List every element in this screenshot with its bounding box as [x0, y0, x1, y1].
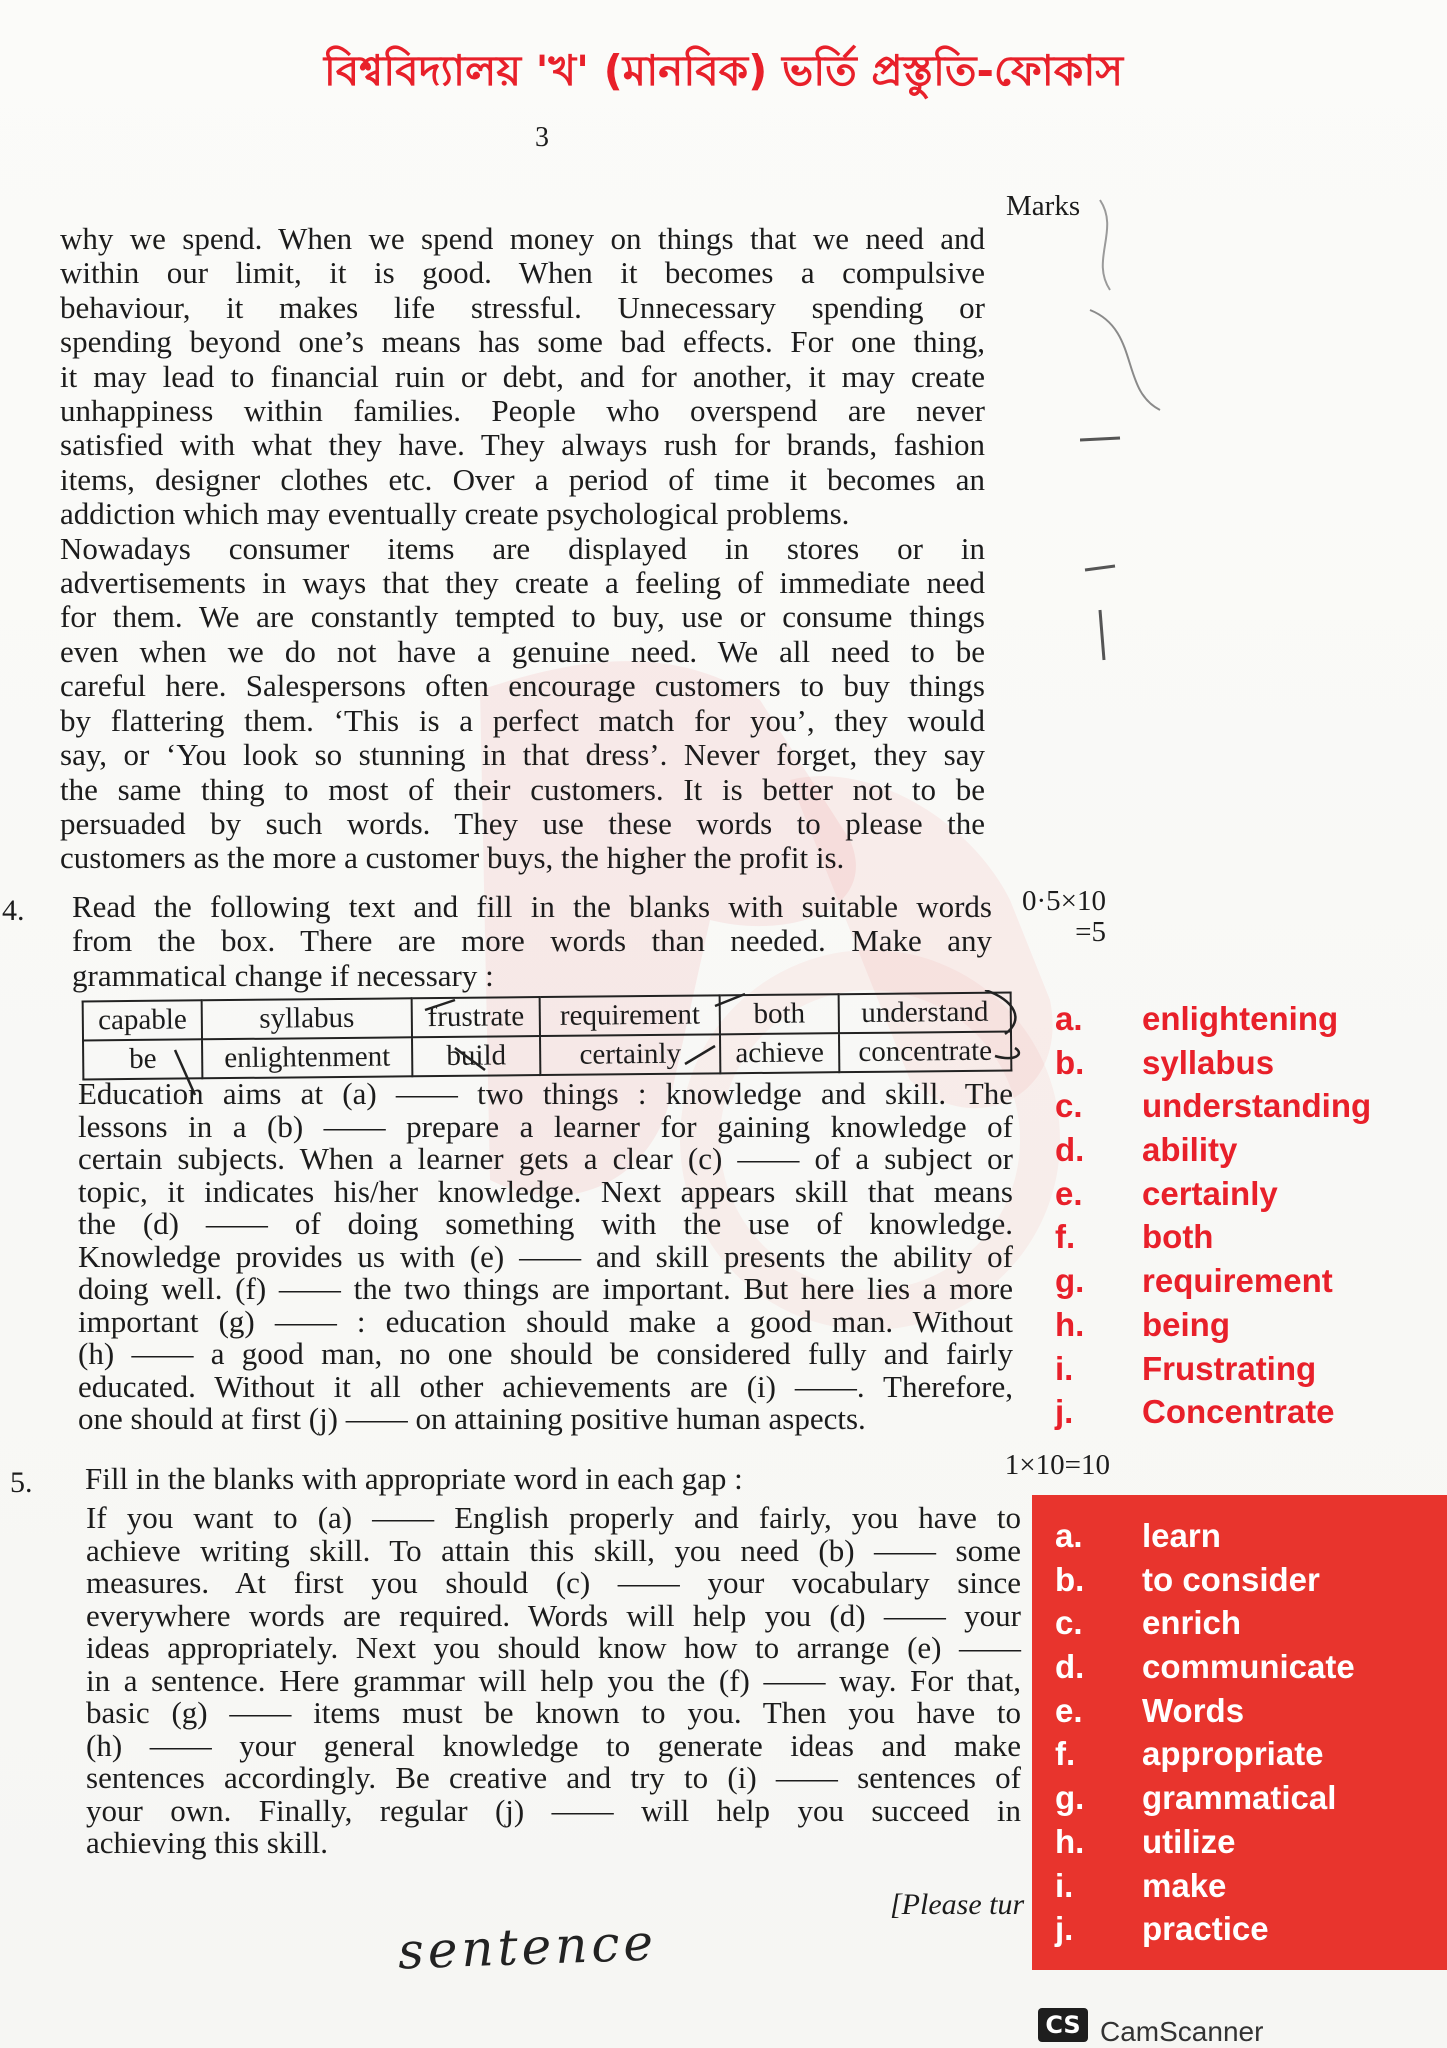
passage-line: careful here. Salespersons often encourage customers to buy things	[60, 668, 985, 704]
answer-letter: b.	[1055, 1561, 1085, 1598]
question-4-marks-total: =5	[1075, 916, 1106, 948]
text-line: the (d) —— of doing something with the use of knowledge.	[78, 1206, 1013, 1241]
passage-line: satisfied with what they have. They always rush for brands, fashion	[60, 427, 985, 463]
word-box-cell: concentrate	[839, 1032, 1011, 1073]
passage-line: spending beyond one’s means has some bad effects. For one thing,	[60, 324, 985, 360]
answer-word: communicate	[1142, 1648, 1355, 1685]
text-line: lessons in a (b) —— prepare a learner for gaining knowledge of	[78, 1108, 1013, 1144]
passage-line: addiction which may eventually create psychological problems.	[60, 496, 850, 532]
answer-letter: d.	[1055, 1648, 1085, 1685]
word-box	[82, 992, 1013, 1081]
word-box-cell: certainly	[540, 1034, 720, 1075]
word-box-row	[83, 1032, 1011, 1080]
passage-line: say, or ‘You look so stunning in that dress’. Never forget, they say	[60, 737, 985, 773]
answer-letter: i.	[1055, 1350, 1074, 1387]
text-line: sentences accordingly. Be creative and try to (i) —— sentences of	[86, 1760, 1021, 1795]
text-line: basic (g) —— items must be known to you. Then you have to	[86, 1695, 1021, 1730]
word-box-cell: both	[719, 994, 839, 1034]
instruction-line: Read the following text and fill in the blanks with suitable words	[72, 889, 992, 924]
answer-letter: h.	[1055, 1306, 1085, 1343]
word-box-cell: capable	[83, 1000, 203, 1040]
answer-word: requirement	[1142, 1262, 1333, 1299]
answer-word: enlightening	[1142, 1000, 1339, 1037]
text-line: (h) —— a good man, no one should be considered fully and fairly	[78, 1336, 1013, 1371]
passage-line: Nowadays consumer items are displayed in stores or in	[60, 530, 985, 566]
text-line: (h) —— your general knowledge to generate ideas and make	[86, 1727, 1021, 1763]
passage-line: unhappiness within families. People who overspend are never	[60, 393, 985, 429]
passage-line: persuaded by such words. They use these words to please the	[60, 805, 985, 841]
question-4-text	[78, 1078, 1013, 1436]
word-box-cell: enlightenment	[202, 1037, 412, 1078]
handwritten-note: sentence	[397, 1913, 658, 1981]
text-line: measures. At first you should (c) —— your vocabulary since	[86, 1565, 1021, 1600]
answer-letter: j.	[1055, 1910, 1074, 1947]
text-line: important (g) —— : education should make a good man. Without	[78, 1303, 1013, 1339]
answer-word: to consider	[1142, 1561, 1320, 1598]
text-line: everywhere words are required. Words will help you (d) —— your	[86, 1597, 1021, 1633]
please-turn-over-note: [Please tur	[890, 1888, 1025, 1921]
answer-word: ability	[1142, 1131, 1238, 1168]
answer-word: Frustrating	[1142, 1350, 1317, 1387]
text-line: in a sentence. Here grammar will help you the (f) —— way. For that,	[86, 1662, 1021, 1698]
text-line: educated. Without it all other achievements are (i) ——. Therefore,	[78, 1368, 1013, 1404]
instruction-line: from the box. There are more words than needed. Make any	[72, 923, 992, 959]
answer-word: practice	[1142, 1910, 1269, 1947]
passage-line: within our limit, it is good. When it becomes a compulsive	[60, 255, 985, 291]
passage-line: customers as the more a customer buys, the higher the profit is.	[60, 840, 845, 876]
text-line: your own. Finally, regular (j) —— will help you succeed in	[86, 1792, 1021, 1828]
passage-line: items, designer clothes etc. Over a period of time it becomes an	[60, 461, 985, 497]
passage-line: behaviour, it makes life stressful. Unnecessary spending or	[60, 289, 985, 325]
passage-line: the same thing to most of their customers. It is better not to be	[60, 771, 985, 807]
word-box-cell: achieve	[720, 1033, 840, 1073]
text-line: achieve writing skill. To attain this skill, you need (b) —— some	[86, 1532, 1021, 1568]
answer-letter: f.	[1055, 1218, 1076, 1255]
question-4-marks-line: 0·5×10	[1021, 885, 1106, 917]
question-4-instruction	[72, 890, 992, 993]
answer-word: understanding	[1142, 1087, 1372, 1124]
text-line: ideas appropriately. Next you should know how to arrange (e) ——	[86, 1630, 1021, 1665]
passage-line: even when we do not have a genuine need. We all need to be	[60, 633, 985, 669]
passage-line: for them. We are constantly tempted to buy, use or consume things	[60, 599, 985, 635]
answer-letter: g.	[1055, 1779, 1085, 1816]
answer-letter: c.	[1055, 1604, 1083, 1641]
passage-line: advertisements in ways that they create a feeling of immediate need	[60, 565, 985, 601]
answer-word: both	[1142, 1218, 1214, 1255]
answer-word: make	[1142, 1867, 1227, 1904]
answer-letter: i.	[1055, 1867, 1074, 1904]
answer-word: grammatical	[1142, 1779, 1337, 1816]
text-line: one should at first (j) —— on attaining positive human aspects.	[78, 1401, 866, 1436]
answer-word: enrich	[1142, 1604, 1242, 1641]
word-box-cell: requirement	[540, 995, 720, 1036]
answer-word: being	[1142, 1306, 1230, 1343]
answer-letter: b.	[1055, 1044, 1085, 1081]
word-box-cell: frustrate	[411, 997, 540, 1037]
answer-letter: f.	[1055, 1735, 1076, 1772]
instruction-line: grammatical change if necessary :	[72, 957, 494, 993]
question-4-number: 4.	[2, 894, 25, 927]
answer-letter: a.	[1055, 1517, 1083, 1554]
page-number: 3	[535, 122, 549, 153]
text-line: doing well. (f) —— the two things are important. But here lies a more	[78, 1271, 1013, 1306]
answer-word: utilize	[1142, 1823, 1236, 1860]
word-box-cell: understand	[839, 993, 1011, 1034]
answer-letter: a.	[1055, 1000, 1083, 1037]
text-line: Knowledge provides us with (e) —— and skill presents the ability of	[78, 1238, 1013, 1274]
question-5-instruction: Fill in the blanks with appropriate word in each gap :	[85, 1461, 743, 1496]
passage-line: by flattering them. ‘This is a perfect match for you’, they would	[60, 702, 985, 738]
camscanner-label: CamScanner	[1100, 2016, 1264, 2047]
passage-line: it may lead to financial ruin or debt, and for another, it may create	[60, 358, 985, 394]
answer-letter: c.	[1055, 1087, 1083, 1124]
passage-line: why we spend. When we spend money on things that we need and	[60, 221, 985, 256]
word-box-cell: be	[83, 1039, 203, 1079]
answer-word: syllabus	[1142, 1044, 1275, 1081]
word-box-cell: syllabus	[202, 998, 412, 1039]
text-line: If you want to (a) —— English properly and fairly, you have to	[86, 1500, 1021, 1535]
question-5-marks: 1×10=10	[1004, 1449, 1110, 1481]
answer-word: Concentrate	[1142, 1393, 1335, 1430]
answer-letter: g.	[1055, 1262, 1085, 1299]
marks-column-label: Marks	[1006, 190, 1081, 222]
question-5-number: 5.	[10, 1466, 33, 1499]
text-line: achieving this skill.	[86, 1825, 328, 1860]
answer-letter: e.	[1055, 1692, 1083, 1729]
margin-pen-marks	[1080, 190, 1200, 710]
answer-word: learn	[1142, 1517, 1221, 1554]
question-5-text	[86, 1502, 1021, 1860]
text-line: Education aims at (a) —— two things : knowledge and skill. The	[78, 1076, 1013, 1111]
text-line: topic, it indicates his/her knowledge. Next appears skill that means	[78, 1173, 1013, 1209]
answer-word: appropriate	[1142, 1735, 1324, 1772]
question-4-marks	[1010, 886, 1106, 948]
answer-letter: j.	[1055, 1393, 1074, 1430]
camscanner-logo-icon: CS	[1038, 2008, 1088, 2042]
answer-letter: h.	[1055, 1823, 1085, 1860]
page-header-title: বিশ্ববিদ্যালয় 'খ' (মানবিক) ভর্তি প্রস্তুতি-ফোকাস	[323, 46, 1124, 95]
answer-word: certainly	[1142, 1175, 1278, 1212]
answer-letter: e.	[1055, 1175, 1083, 1212]
word-box-cell: build	[412, 1036, 541, 1076]
text-line: certain subjects. When a learner gets a clear (c) —— of a subject or	[78, 1141, 1013, 1176]
answer-word: Words	[1142, 1692, 1245, 1729]
answer-letter: d.	[1055, 1131, 1085, 1168]
reading-passage	[60, 222, 985, 876]
